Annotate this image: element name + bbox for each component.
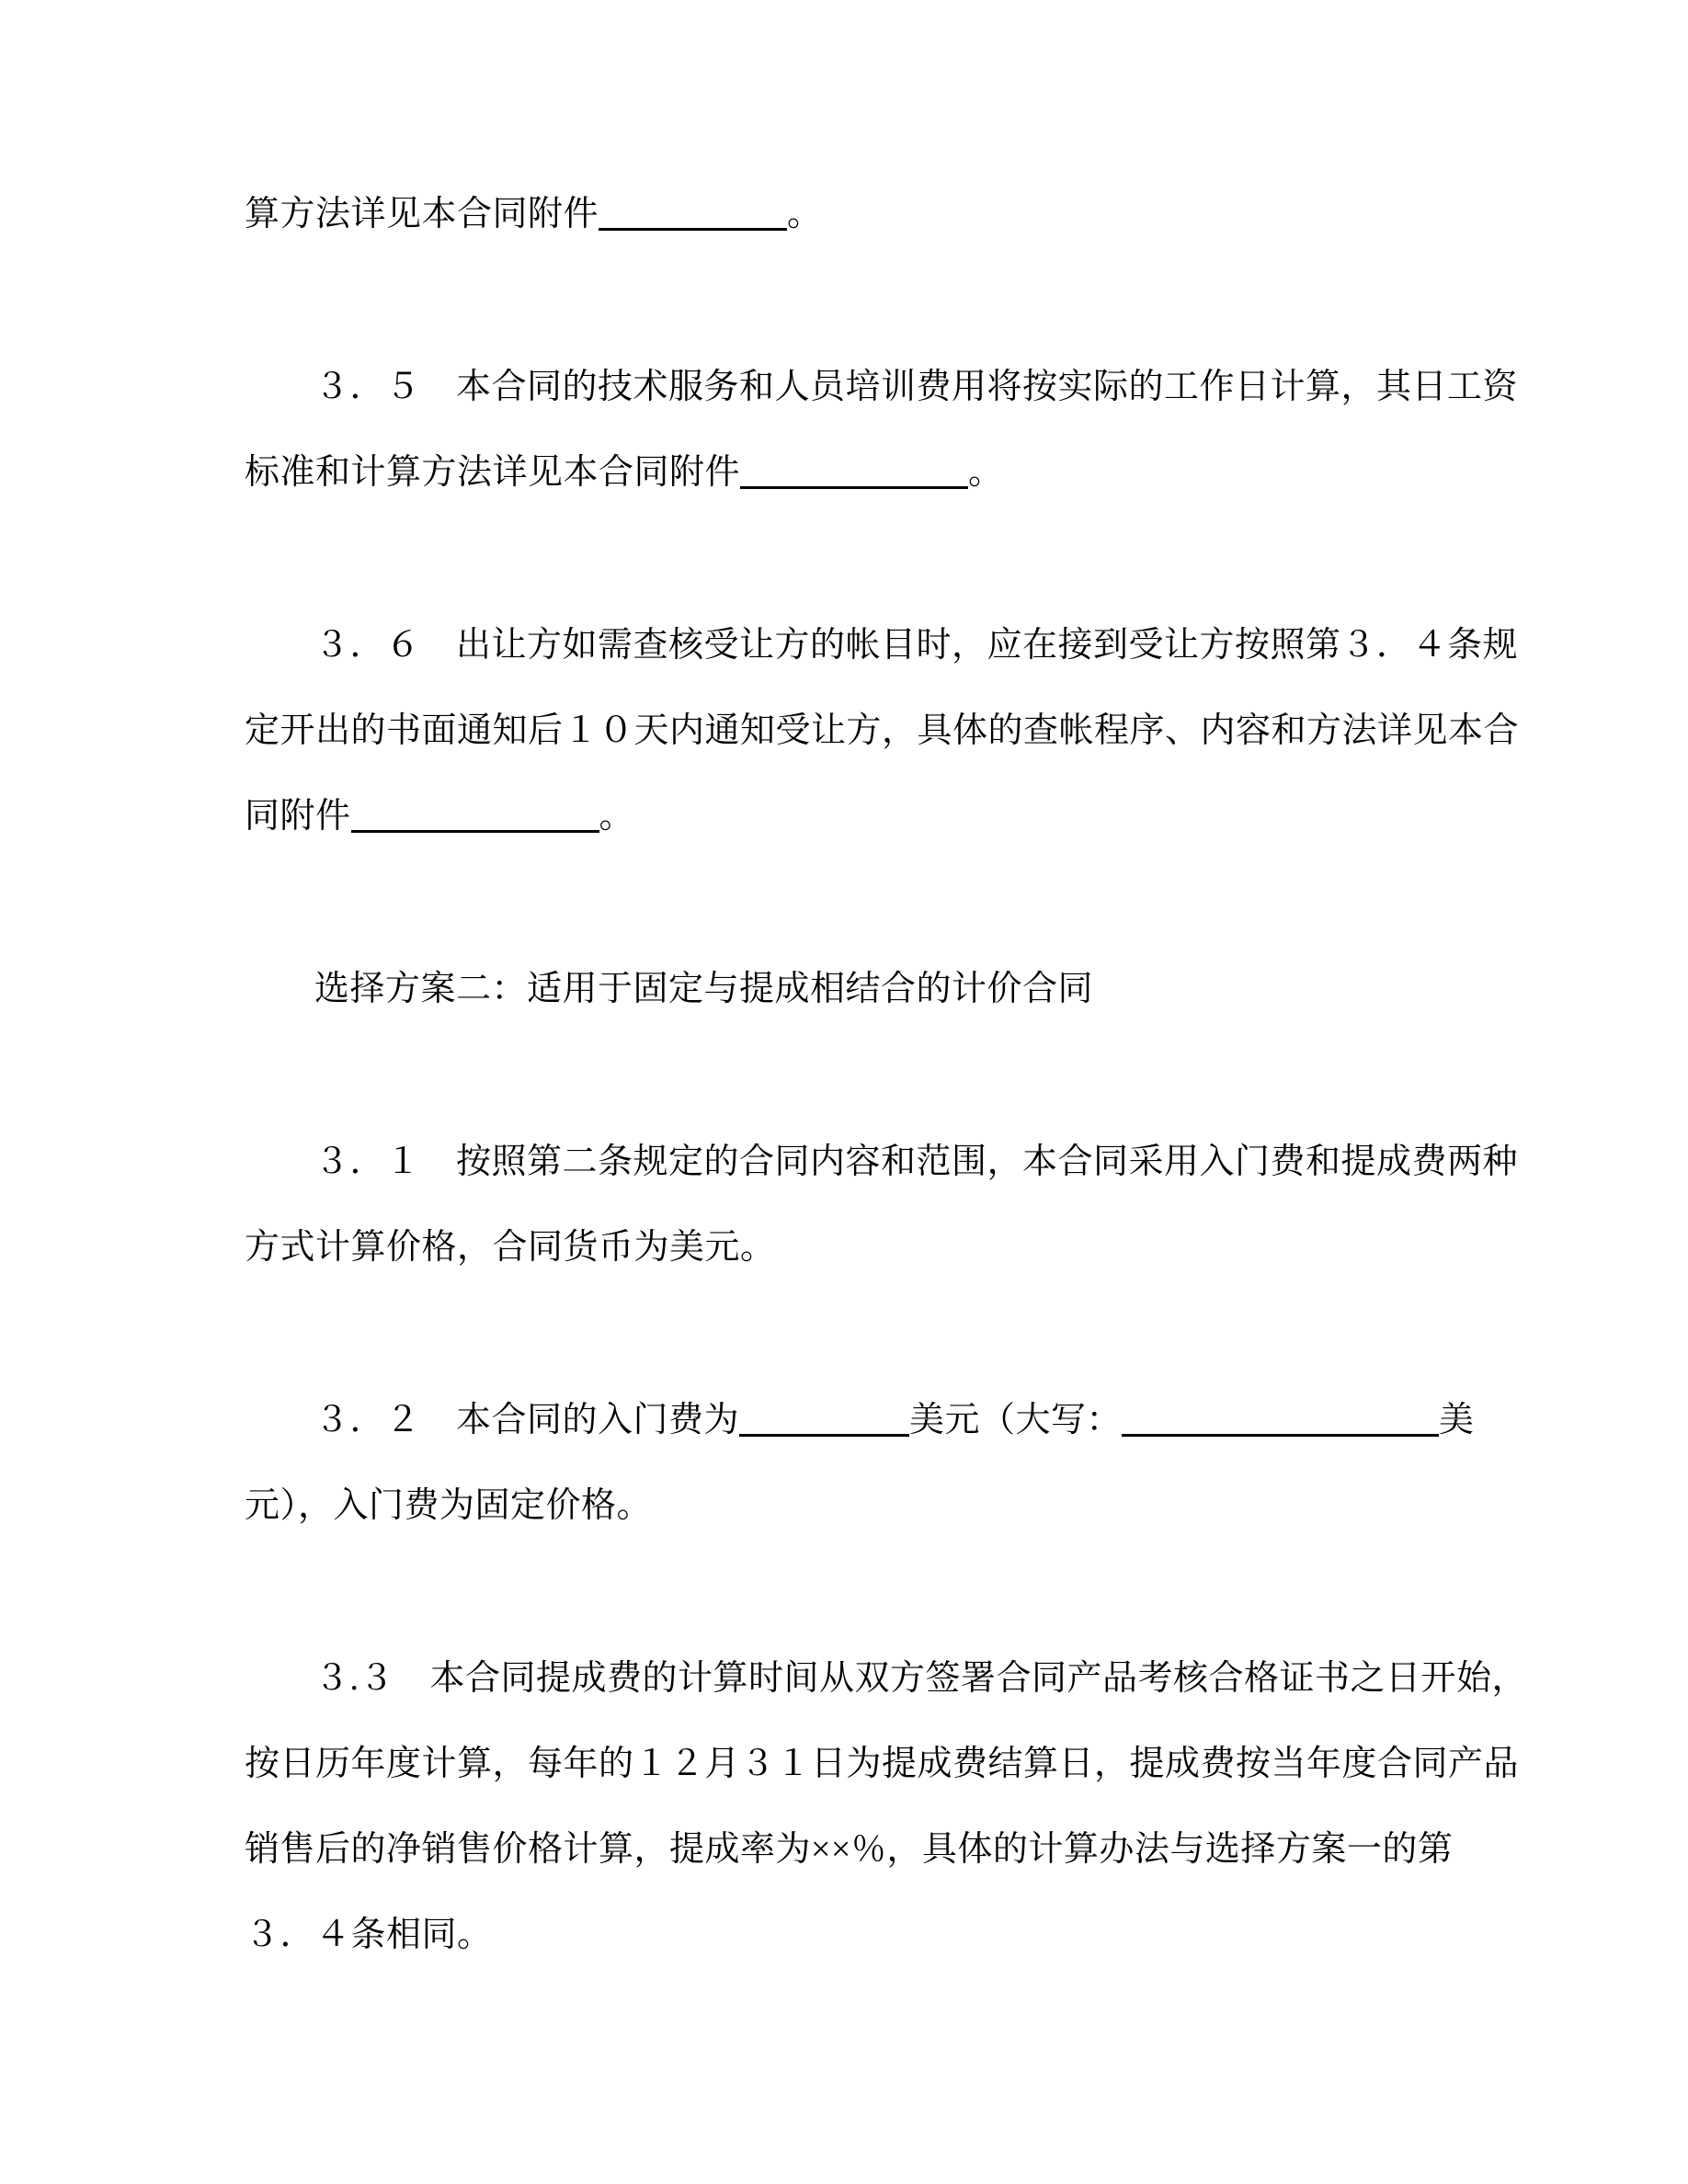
text-run: ３．２ 本合同的入门费为	[314, 1401, 740, 1439]
text-run: 。	[787, 195, 823, 233]
text-run: 选择方案二：适用于固定与提成相结合的计价合同	[314, 970, 1094, 1008]
document-line	[314, 603, 1518, 688]
document-line	[245, 774, 634, 859]
text-run: 销售后的净销售价格计算，提成率为××％，具体的计算办法与选择方案一的第	[245, 1830, 1454, 1869]
text-run: ３．４条相同。	[245, 1916, 493, 1954]
text-run: 美元（大写：	[909, 1401, 1123, 1439]
document-line	[245, 1205, 776, 1290]
text-run: 元），入门费为固定价格。	[245, 1486, 653, 1525]
text-run: ３．６ 出让方如需查核受让方的帐目时，应在接到受让方按照第３．４条规	[314, 626, 1519, 665]
fill-in-blank-line	[740, 481, 968, 489]
document-line	[245, 1893, 493, 1977]
text-run: ３．１ 按照第二条规定的合同内容和范围，本合同采用入门费和提成费两种	[314, 1143, 1519, 1181]
document-line	[245, 1463, 652, 1548]
text-run: 同附件	[245, 797, 351, 836]
text-run: 。	[599, 797, 635, 836]
document-line	[314, 1636, 1527, 1721]
text-run: 标准和计算方法详见本合同附件	[245, 453, 741, 492]
fill-in-blank-line	[739, 1428, 909, 1437]
document-line	[314, 1120, 1518, 1204]
text-run: 方式计算价格，合同货币为美元。	[245, 1228, 776, 1267]
document-line	[245, 430, 1004, 515]
document-line	[245, 688, 1519, 773]
text-run: 按日历年度计算，每年的１２月３１日为提成费结算日，提成费按当年度合同产品	[245, 1745, 1520, 1783]
document-line	[314, 345, 1518, 429]
fill-in-blank-line	[599, 222, 787, 231]
document-line	[245, 1722, 1519, 1806]
text-run: ３.３ 本合同提成费的计算时间从双方签署合同产品考核合格证书之日开始，	[314, 1659, 1528, 1698]
text-run: 美	[1439, 1401, 1475, 1439]
text-run: 算方法详见本合同附件	[245, 195, 599, 233]
text-run: ３．５ 本合同的技术服务和人员培训费用将按实际的工作日计算，其日工资	[314, 368, 1519, 406]
text-run: 。	[968, 453, 1004, 492]
fill-in-blank-line	[1122, 1428, 1439, 1437]
fill-in-blank-line	[351, 825, 599, 833]
document-line	[314, 1378, 1475, 1462]
text-run: 定开出的书面通知后１０天内通知受让方，具体的查帐程序、内容和方法详见本合	[245, 711, 1520, 750]
document-line	[314, 947, 1093, 1031]
document-line	[245, 1807, 1453, 1892]
document-line	[245, 172, 823, 256]
